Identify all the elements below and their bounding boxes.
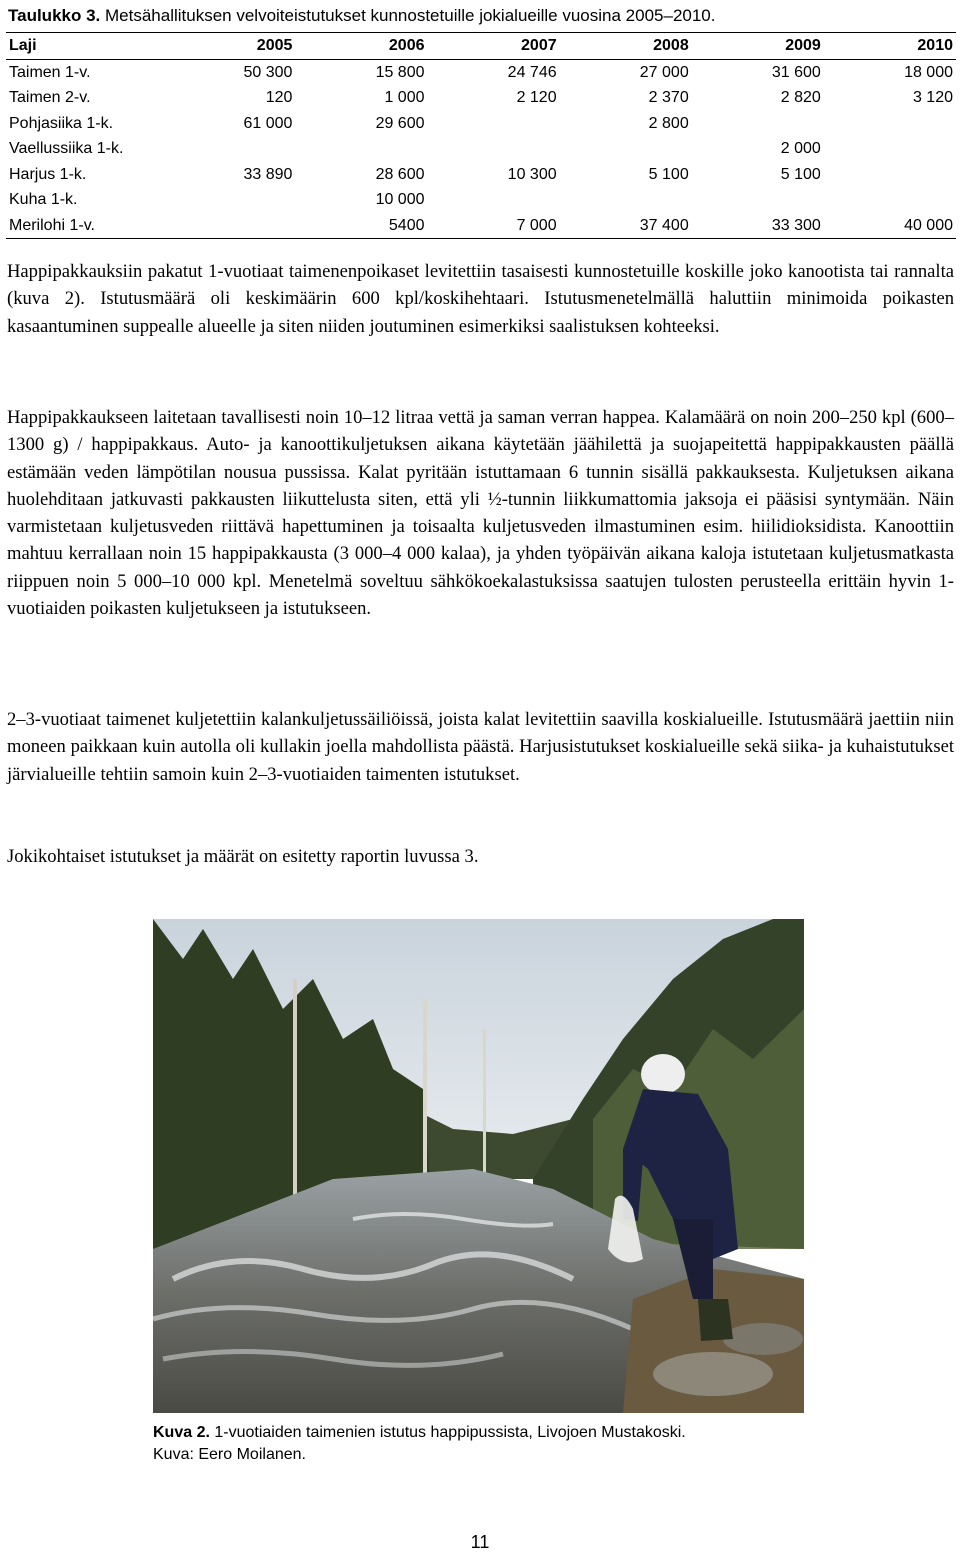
species-cell: Harjus 1-k. [9, 165, 87, 183]
figure-label: Kuva 2. [153, 1424, 210, 1441]
table-caption-label: Taulukko 3. [8, 6, 101, 25]
header-species: Laji [9, 37, 37, 54]
value-cell: 120 [265, 89, 293, 106]
value-cell: 27 000 [639, 63, 689, 81]
value-cell: 37 400 [639, 216, 689, 234]
value-cell: 28 600 [375, 165, 425, 183]
header-year: 2005 [256, 37, 293, 54]
table-row [6, 59, 956, 85]
value-cell [824, 162, 956, 188]
value-cell [163, 213, 295, 239]
value-cell: 5 100 [648, 165, 689, 183]
value-cell: 61 000 [243, 114, 293, 132]
figure-caption-text: 1-vuotiaiden taimenien istutus happipussista, Livojoen Mustakoski. [214, 1424, 686, 1441]
value-cell: 2 800 [648, 114, 689, 132]
value-cell: 10 300 [507, 165, 557, 183]
table-row [6, 111, 956, 137]
value-cell [560, 187, 692, 213]
species-cell: Vaellussiika 1-k. [9, 140, 124, 157]
value-cell [824, 187, 956, 213]
value-cell: 10 000 [375, 191, 425, 208]
value-cell [824, 136, 956, 162]
species-cell: Merilohi 1-v. [9, 216, 95, 234]
value-cell [163, 136, 295, 162]
value-cell [428, 111, 560, 137]
value-cell: 33 300 [771, 216, 821, 234]
value-cell: 50 300 [243, 63, 293, 81]
value-cell: 5400 [388, 216, 425, 234]
header-year: 2010 [917, 37, 953, 54]
table-header-row [6, 33, 956, 60]
stocking-table [6, 32, 956, 239]
value-cell: 1 000 [384, 89, 425, 106]
value-cell: 18 000 [904, 63, 953, 81]
header-year: 2008 [653, 37, 689, 54]
value-cell: 15 800 [375, 63, 425, 81]
figure-credit: Kuva: Eero Moilanen. [153, 1446, 306, 1463]
value-cell: 40 000 [904, 216, 953, 234]
value-cell: 24 746 [507, 63, 557, 81]
species-cell: Taimen 1-v. [9, 63, 91, 81]
header-year: 2007 [521, 37, 557, 54]
value-cell: 2 820 [780, 89, 821, 106]
value-cell: 33 890 [243, 165, 293, 183]
paragraph-3: 2–3-vuotiaat taimenet kuljetettiin kalankuljetussäiliöissä, joista kalat levitettiin saavilla koskialueille. Istutusmäärä jaettiin niin moneen paikkaan kuin autolla oli kullakin joella mahdollista päästä. Harjusistutukset koskialueille sekä siika- ja kuhaistutukset järvialueille tehtiin samoin kuin 2–3-vuotiaiden taimenten istutukset. [7, 709, 954, 785]
value-cell [560, 136, 692, 162]
value-cell: 2 120 [516, 89, 557, 106]
header-year: 2009 [785, 37, 821, 54]
value-cell [163, 187, 295, 213]
table-row [6, 187, 956, 213]
figure-caption-line-1 [153, 1422, 813, 1444]
table-row [6, 136, 956, 162]
table-caption [8, 6, 952, 26]
value-cell [824, 111, 956, 137]
value-cell [428, 187, 560, 213]
value-cell: 2 000 [780, 140, 821, 157]
table-caption-text: Metsähallituksen velvoiteistutukset kunnostetuille jokialueille vuosina 2005–2010. [105, 6, 716, 25]
value-cell: 3 120 [912, 89, 953, 106]
value-cell [428, 136, 560, 162]
table-row [6, 213, 956, 239]
value-cell: 7 000 [516, 216, 557, 234]
table-row [6, 85, 956, 111]
value-cell [692, 111, 824, 137]
paragraph-4: Jokikohtaiset istutukset ja määrät on esitetty raportin luvussa 3. [7, 846, 479, 867]
header-year: 2006 [388, 37, 425, 54]
value-cell [692, 187, 824, 213]
value-cell: 2 370 [648, 89, 689, 106]
paragraph-1: Happipakkauksiin pakatut 1-vuotiaat taimenenpoikaset levitettiin tasaisesti kunnostetuille koskille joko kanootista tai rannalta (kuva 2). Istutusmäärä oli keskimäärin 600 kpl/koskihehtaari. Istutusmenetelmällä haluttiin minimoida poikasten kasaantuminen suppealle alueelle ja siten niiden joutuminen esimerkiksi saalistuksen kohteeksi. [7, 261, 954, 337]
value-cell: 5 100 [780, 165, 821, 183]
river-stocking-photo [153, 919, 804, 1413]
page-number: 11 [470, 1532, 490, 1552]
species-cell: Taimen 2-v. [9, 89, 91, 106]
species-cell: Pohjasiika 1-k. [9, 114, 114, 132]
table-row [6, 162, 956, 188]
species-cell: Kuha 1-k. [9, 191, 78, 208]
paragraph-2: Happipakkaukseen laitetaan tavallisesti noin 10–12 litraa vettä ja saman verran happea. Kalamäärä on noin 200–250 kpl (600–1300 g) / happipakkaus. Auto- ja kanoottikuljetuksen aikana käytetään jäähilettä ja suojapeitettä happipakkausten päällä estämään veden lämpötilan nousua pussissa. Kalat pyritään istuttamaan 6 tunnin sisällä pakkauksesta. Kuljetuksen aikana huolehditaan jatkuvasti pakkausten liikuttelusta siten, että yli ½-tunnin liikkumattomia jaksoja ei pääsisi syntymään. Näin varmistetaan kuljetusveden riittävä hapettuminen ja toisaalta kuljetusveden ilmastuminen esim. hiilidioksidista. Kanoottiin mahtuu kerrallaan noin 15 happipakkausta (3 000–4 000 kalaa), ja yhden työpäivän aikana kaloja istutetaan kuljetusmatkasta riippuen noin 5 000–10 000 kpl. Menetelmä soveltuu sähkökoekalastuksissa saatujen tulosten perusteella erittäin hyvin 1-vuotiaiden poikasten kuljetukseen ja istutukseen. [7, 407, 954, 620]
figure-caption [153, 1422, 813, 1466]
value-cell: 31 600 [771, 63, 821, 81]
value-cell [295, 136, 427, 162]
value-cell: 29 600 [375, 114, 425, 132]
